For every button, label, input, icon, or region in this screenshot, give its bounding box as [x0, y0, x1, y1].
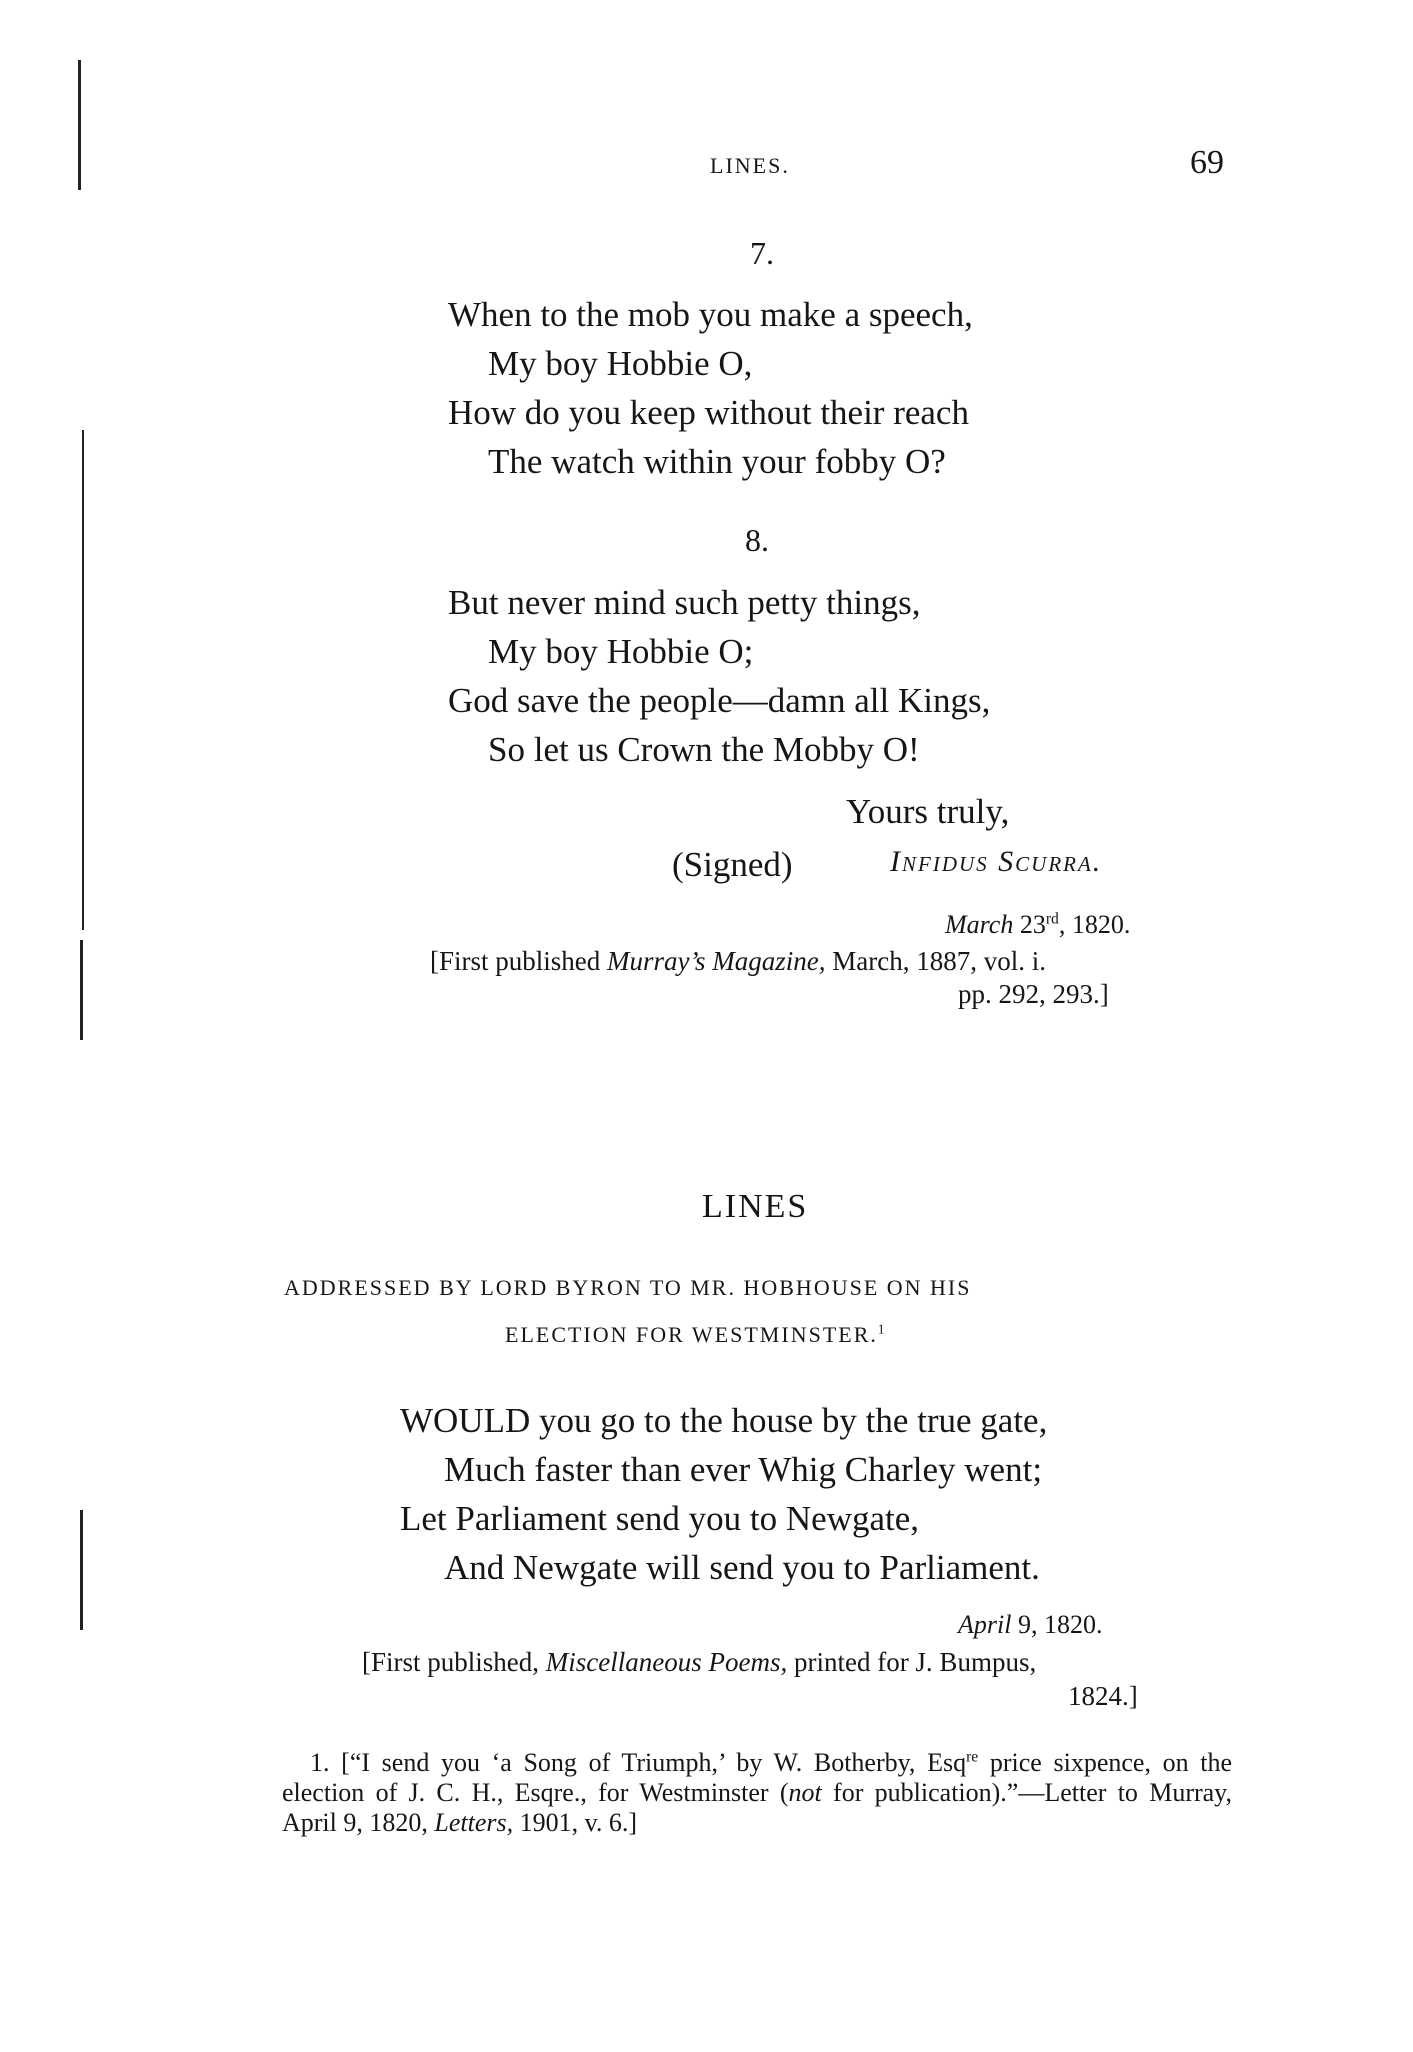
verse-line: My boy Hobbie O; — [488, 632, 754, 671]
verse-line: And Newgate will send you to Parliament. — [444, 1548, 1040, 1587]
date-month: March — [945, 910, 1014, 939]
closing: Yours truly, — [846, 792, 1010, 831]
verse-line: God save the people—damn all Kings, — [448, 681, 991, 720]
date-year: , 1820. — [1058, 910, 1131, 939]
footnote-marker: 1. — [310, 1748, 330, 1777]
publication-note: [First published, Miscellaneous Poems, printed for J. Bumpus, — [362, 1647, 1037, 1677]
verse-line: When to the mob you make a speech, — [448, 295, 973, 334]
footnote: 1. [“I send you ‘a Song of Triumph,’ by W. Botherby, Esq$^{re}$ price sixpence, on the election of J. C. H., Esqre., for Westminster (not for publication).”—Letter to Murray, April 9, 1820, Letters, 1901, v. 6.] — [282, 1748, 1233, 1837]
poem-subtitle: ADDRESSED BY LORD BYRON TO MR. HOBHOUSE ON HIS — [284, 1275, 972, 1300]
date-line — [958, 1610, 1102, 1640]
publication-year: 1824.] — [1068, 1681, 1138, 1711]
running-head: LINES. — [710, 153, 790, 178]
verse-line: How do you keep without their reach — [448, 393, 969, 432]
stanza-number: 7. — [750, 235, 774, 271]
book-title: Miscellaneous Poems, — [545, 1647, 788, 1677]
stanza-number: 8. — [745, 522, 769, 558]
verse-line: But never mind such petty things, — [448, 583, 921, 622]
verse-line: My boy Hobbie O, — [488, 344, 753, 383]
verse-line: Let Parliament send you to Newgate, — [400, 1499, 920, 1538]
verse-line: So let us Crown the Mobby O! — [488, 730, 920, 769]
scan-edge-mark — [78, 60, 81, 190]
signed-label: (Signed) — [672, 845, 793, 884]
footnote-ref: 1 — [877, 1321, 887, 1337]
poem-2-verse — [400, 1396, 1047, 1592]
date-rest: 9, 1820. — [1011, 1610, 1103, 1639]
stanza-8 — [448, 578, 990, 774]
page-number: 69 — [1190, 144, 1224, 181]
poem-subtitle: ELECTION FOR WESTMINSTER.$^1$ — [505, 1321, 887, 1347]
signature: Infidus Scurra. — [890, 845, 1103, 878]
verse-line: WOULD you go to the house by the true gate, — [400, 1401, 1048, 1440]
verse-line: Much faster than ever Whig Charley went; — [444, 1450, 1043, 1489]
stanza-7 — [448, 290, 973, 486]
date-day: 23rd — [1019, 910, 1059, 939]
magazine-title: Murray’s Magazine, — [607, 946, 826, 976]
publication-note: [First published Murray’s Magazine, March, 1887, vol. i. — [430, 946, 1046, 976]
date-month: April — [958, 1610, 1012, 1639]
verse-line: The watch within your fobby O? — [488, 442, 946, 481]
publication-pages: pp. 292, 293.] — [958, 979, 1109, 1009]
scan-edge-mark — [80, 940, 83, 1040]
poem-title: LINES — [702, 1188, 809, 1225]
scan-edge-mark — [80, 1510, 83, 1630]
date-line — [945, 910, 1130, 940]
scan-edge-mark — [82, 430, 84, 930]
